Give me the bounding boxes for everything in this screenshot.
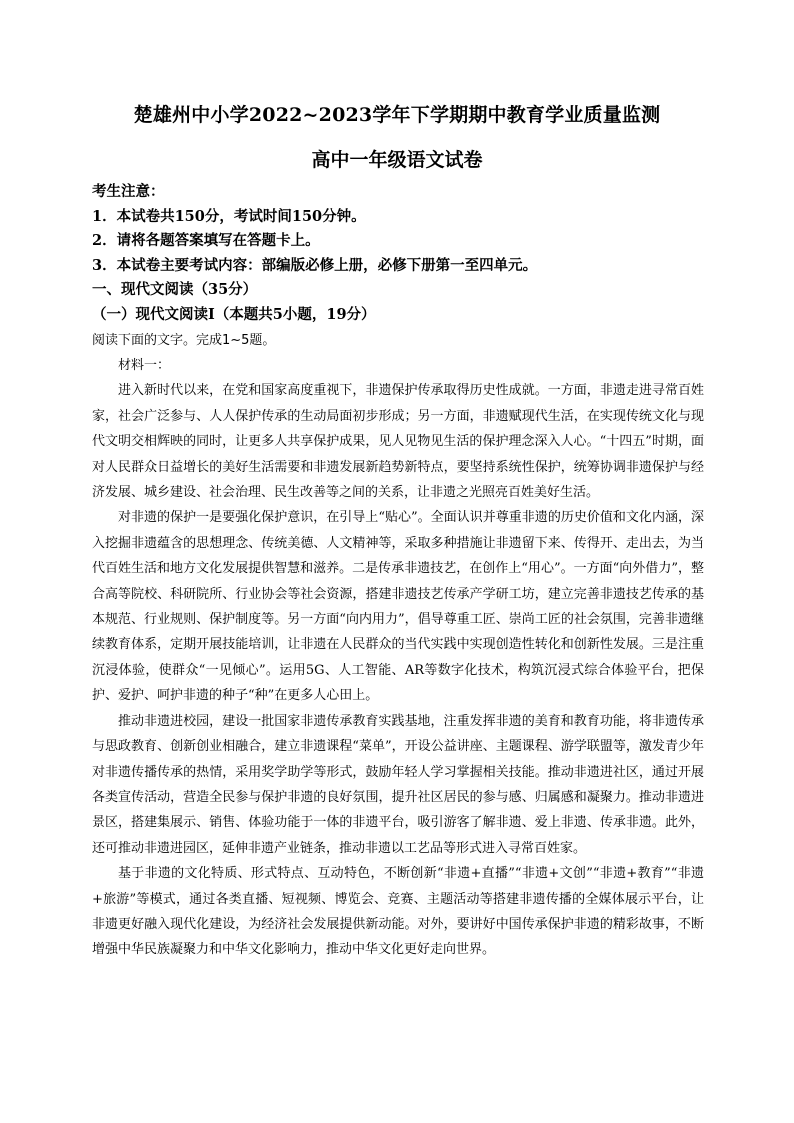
reading-instruction: 阅读下面的文字。完成1~5题。 (92, 333, 276, 348)
section-heading: 一、现代文阅读（35分） (92, 281, 258, 298)
exam-notice (92, 180, 712, 327)
notice-item: 3．本试卷主要考试内容：部编版必修上册，必修下册第一至四单元。 (92, 256, 538, 274)
material-label: 材料一： (118, 358, 171, 373)
passage-paragraph: 进入新时代以来，在党和国家高度重视下，非遗保护传承取得历史性成就。一方面，非遗走进寻常百姓家，社会广泛参与、人人保护传承的生动局面初步形成；另一方面，非遗赋现代生活，在实现传统文化与现代文明交相辉映的同时，让更多人共享保护成果，见人见物见生活的保护理念深入人心。“十四五”时期，面对人民群众日益增长的美好生活需要和非遗发展新趋势新特点，要坚持系统性保护，统筹协调非遗保护与经济发展、城乡建设、社会治理、民生改善等之间的关系，让非遗之光照亮百姓美好生活。 (92, 383, 704, 501)
exam-subtitle: 高中一年级语文试卷 (311, 149, 483, 171)
passage-paragraph: 基于非遗的文化特质、形式特点、互动特色，不断创新“非遗+直播”“非遗+文创”“非遗+教育”“非遗+旅游”等模式，通过各类直播、短视频、博览会、竞赛、主题活动等搭建非遗传播的全媒体展示平台，让非遗更好融入现代化建设，为经济社会发展提供新动能。对外，要讲好中国传承保护非遗的精彩故事，不断增强中华民族凝聚力和中华文化影响力，推动中华文化更好走向世界。 (92, 866, 704, 958)
passage-paragraph: 推动非遗进校园，建设一批国家非遗传承教育实践基地，注重发挥非遗的美育和教育功能，将非遗传承与思政教育、创新创业相融合，建立非遗课程“菜单”，开设公益讲座、主题课程、游学联盟等，激发青少年对非遗传播传承的热情，采用奖学助学等形式，鼓励年轻人学习掌握相关技能。推动非遗进社区，通过开展各类宣传活动，营造全民参与保护非遗的良好氛围，提升社区居民的参与感、归属感和凝聚力。推动非遗进景区，搭建集展示、销售、体验功能于一体的非遗平台，吸引游客了解非遗、爱上非遗、传承非遗。此外，还可推动非遗进园区，延伸非遗产业链条，推动非遗以工艺品等形式进入寻常百姓家。 (92, 713, 704, 856)
reading-passage (92, 353, 704, 963)
notice-item: 2．请将各题答案填写在答题卡上。 (92, 232, 320, 249)
subsection-heading: （一）现代文阅读Ⅰ（本题共5小题，19分） (92, 305, 376, 323)
exam-title: 楚雄州中小学2022~2023学年下学期期中教育学业质量监测 (133, 104, 661, 126)
notice-item: 1．本试卷共150分，考试时间150分钟。 (92, 207, 366, 225)
notice-heading: 考生注意： (92, 183, 165, 200)
passage-paragraph: 对非遗的保护一是要强化保护意识，在引导上“贴心”。全面认识并尊重非遗的历史价值和文化内涵，深入挖掘非遗蕴含的思想理念、传统美德、人文精神等，采取多种措施让非遗留下来、传得开、走出去，为当代百姓生活和地方文化发展提供智慧和滋养。二是传承非遗技艺，在创作上“用心”。一方面“向外借力”，整合高等院校、科研院所、行业协会等社会资源，搭建非遗技艺传承产学研工坊，建立完善非遗技艺传承的基本规范、行业规则、保护制度等。另一方面“向内用力”，倡导尊重工匠、崇尚工匠的社会氛围，完善非遗继续教育体系，定期开展技能培训，让非遗在人民群众的当代实践中实现创造性转化和创新性发展。三是注重沉浸体验，使群众“一见倾心”。运用5G、人工智能、AR等数字化技术，构筑沉浸式综合体验平台，把保护、爱护、呵护非遗的种子“种”在更多人心田上。 (92, 510, 704, 704)
